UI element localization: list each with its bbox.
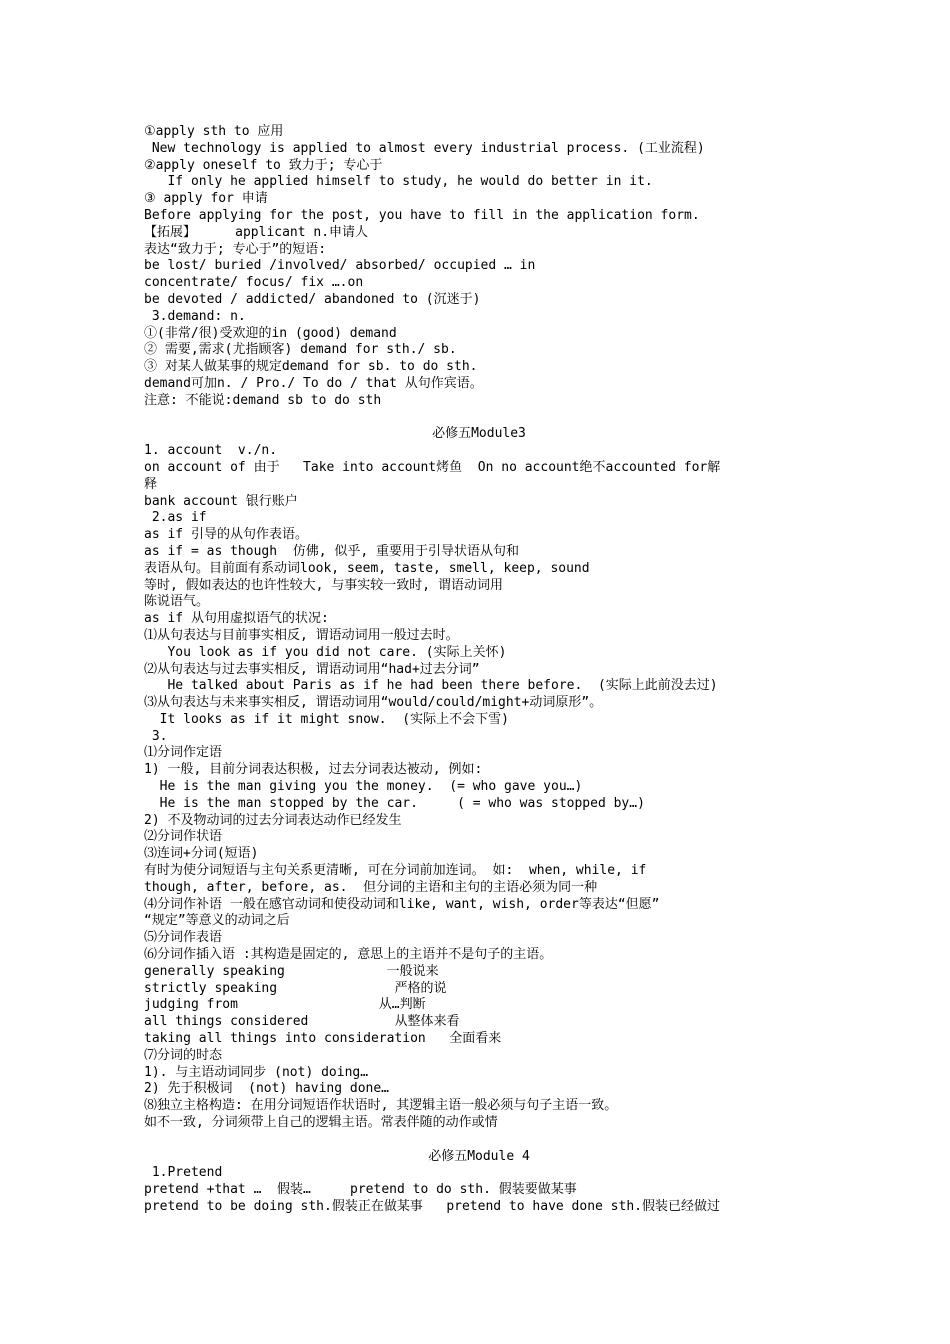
text-line: Before applying for the post, you have to fill in the application form. <box>144 207 700 223</box>
text-line: ②apply oneself to 致力于; 专心于 <box>144 157 383 173</box>
section-gap <box>144 1132 814 1149</box>
text-line: New technology is applied to almost every industrial process. (工业流程) <box>144 140 705 156</box>
text-line: He talked about Paris as if he had been there before. (实际上此前没去过) <box>144 678 718 694</box>
text-line: ⑺分词的时态 <box>144 1047 223 1063</box>
section-gap <box>144 410 814 427</box>
text-line: ⑴从句表达与目前事实相反, 谓语动词用一般过去时。 <box>144 627 459 643</box>
text-line: 释 <box>144 476 158 492</box>
text-line: taking all things into consideration 全面看来 <box>144 1031 502 1047</box>
text-line: If only he applied himself to study, he would do better in it. <box>144 174 653 190</box>
text-line: He is the man giving you the money. (= who gave you…) <box>144 779 583 795</box>
text-line: 1) 一般, 目前分词表达积极, 过去分词表达被动, 例如: <box>144 762 483 778</box>
text-line: ⑵分词作状语 <box>144 829 223 845</box>
text-line: pretend to be doing sth.假装正在做某事 pretend to have done sth.假装已经做过 <box>144 1199 720 1214</box>
text-line: generally speaking 一般说来 <box>144 963 439 979</box>
section-heading: 必修五Module3 <box>432 426 526 442</box>
text-line: though, after, before, as. 但分词的主语和主句的主语必须为同一种 <box>144 879 598 895</box>
text-line: strictly speaking 严格的说 <box>144 980 447 996</box>
text-line: ② 需要,需求(尤指顾客) demand for sth./ sb. <box>144 342 457 358</box>
text-line: concentrate/ focus/ fix ….on <box>144 275 364 291</box>
text-line: 1). 与主语动词同步 (not) doing… <box>144 1064 369 1080</box>
text-line: 表达“致力于; 专心于”的短语: <box>144 241 327 257</box>
text-line: bank account 银行账户 <box>144 493 298 509</box>
text-line: ①(非常/很)受欢迎的in (good) demand <box>144 325 397 341</box>
text-line: ⑶连词+分词(短语) <box>144 846 259 862</box>
text-line: all things considered 从整体来看 <box>144 1014 460 1030</box>
text-line: 2.as if <box>144 510 207 526</box>
document-page <box>144 124 814 1216</box>
text-line: 陈说语气。 <box>144 594 210 610</box>
text-line: 1. account v./n. <box>144 443 278 459</box>
text-line: ⑴分词作定语 <box>144 745 223 761</box>
text-line: ①apply sth to 应用 <box>144 124 284 139</box>
text-line: You look as if you did not care. (实际上关怀) <box>144 644 507 660</box>
text-line: be devoted / addicted/ abandoned to (沉迷于) <box>144 291 481 307</box>
text-line: It looks as if it might snow. (实际上不会下雪) <box>144 711 509 727</box>
text-line: 3. <box>144 728 168 744</box>
text-line: ③ 对某人做某事的规定demand for sb. to do sth. <box>144 359 478 375</box>
text-line: 有时为使分词短语与主句关系更清晰, 可在分词前加连词。 如: when, while, if <box>144 863 647 879</box>
text-line: 2) 不及物动词的过去分词表达动作已经发生 <box>144 812 402 828</box>
text-line: as if 引导的从句作表语。 <box>144 527 308 543</box>
text-line: 表语从句。目前面有系动词look, seem, taste, smell, keep, sound <box>144 560 590 576</box>
text-line: 如不一致, 分词须带上自己的逻辑主语。常表伴随的动作或情 <box>144 1115 498 1131</box>
text-line: ⑷分词作补语 一般在感官动词和使役动词和like, want, wish, order等表达“但愿” <box>144 896 660 912</box>
text-line: “规定”等意义的动词之后 <box>144 913 290 929</box>
text-line: be lost/ buried /involved/ absorbed/ occupied … in <box>144 258 536 274</box>
text-line: ⑸分词作表语 <box>144 930 223 946</box>
text-line: 3.demand: n. <box>144 308 246 324</box>
text-line: 【拓展】 applicant n.申请人 <box>144 224 369 240</box>
text-line: ⑹分词作插入语 :其构造是固定的, 意思上的主语并不是句子的主语。 <box>144 947 553 963</box>
text-line: ⑵从句表达与过去事实相反, 谓语动词用“had+过去分词” <box>144 661 480 677</box>
text-line: on account of 由于 Take into account烤鱼 On no account绝不accounted for解 <box>144 459 721 475</box>
text-line: He is the man stopped by the car. ( = who was stopped by…) <box>144 795 645 811</box>
text-line: pretend +that … 假装… pretend to do sth. 假装要做某事 <box>144 1182 577 1198</box>
section-heading: 必修五Module 4 <box>428 1148 530 1164</box>
text-line: ⑶从句表达与未来事实相反, 谓语动词用“would/could/might+动词原形”。 <box>144 695 603 711</box>
text-line: as if = as though 仿佛, 似乎, 重要用于引导状语从句和 <box>144 543 520 559</box>
text-line: 2) 先于积极词 (not) having done… <box>144 1081 390 1097</box>
text-line: judging from 从…判断 <box>144 997 426 1013</box>
text-line: ⑻独立主格构造: 在用分词短语作状语时, 其逻辑主语一般必须与句子主语一致。 <box>144 1098 618 1114</box>
text-line: 注意: 不能说:demand sb to do sth <box>144 392 382 408</box>
text-line: ③ apply for 申请 <box>144 191 268 207</box>
text-line: as if 从句用虚拟语气的状况: <box>144 611 329 627</box>
text-line: 1.Pretend <box>144 1165 223 1181</box>
text-line: demand可加n. / Pro./ To do / that 从句作宾语。 <box>144 375 483 391</box>
text-line: 等时, 假如表达的也许性较大, 与事实较一致时, 谓语动词用 <box>144 577 503 593</box>
